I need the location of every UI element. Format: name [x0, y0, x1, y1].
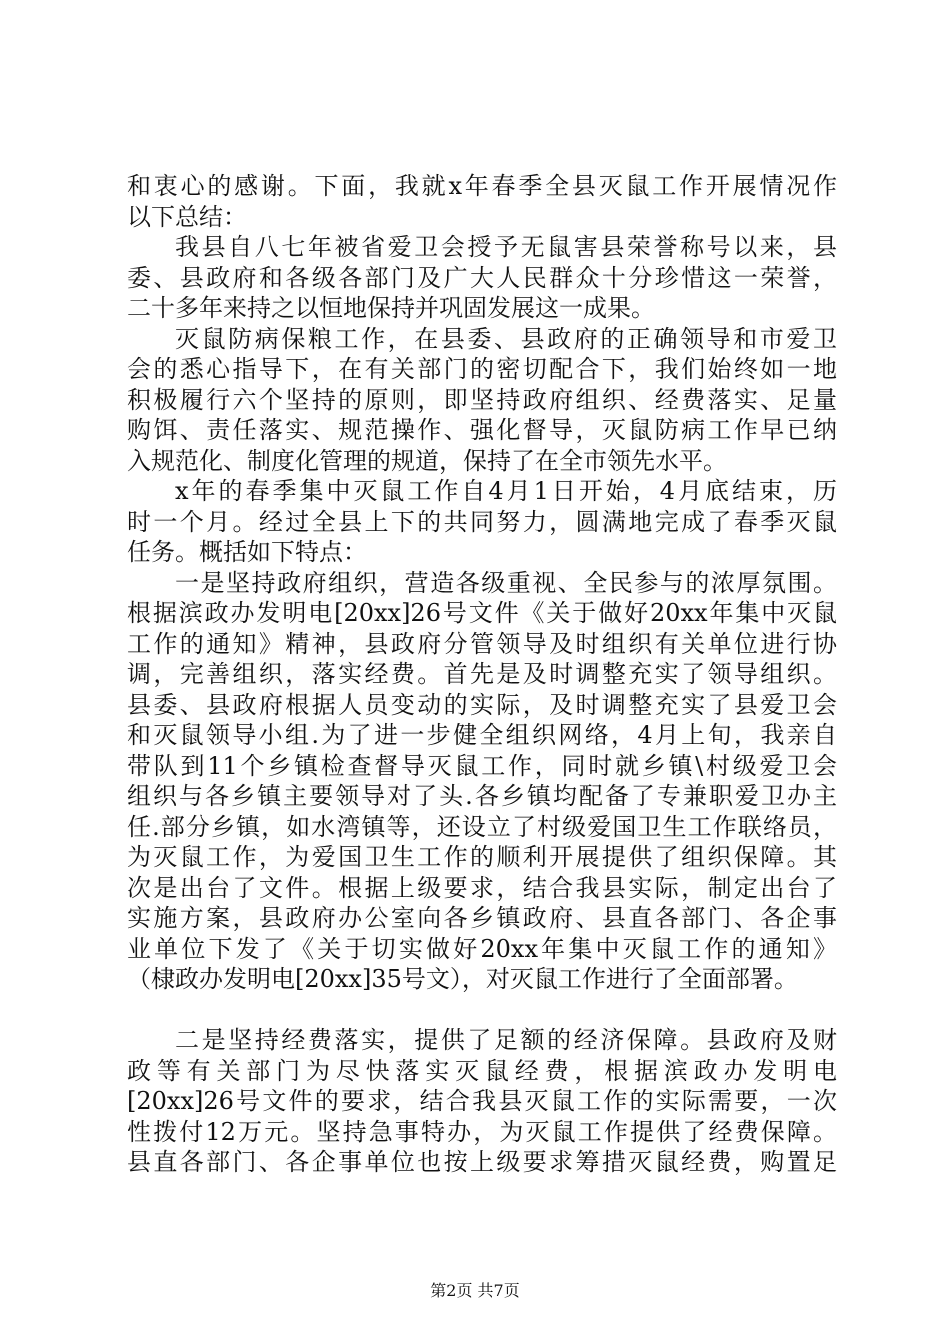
text-line: 会的悉心指导下，在有关部门的密切配合下，我们始终如一地	[127, 355, 837, 383]
paragraph-spacer	[127, 995, 837, 1026]
text-line: 委、县政府和各级各部门及广大人民群众十分珍惜这一荣誉，	[127, 263, 837, 292]
text-line: 二十多年来持之以恒地保持并巩固发展这一成果。	[127, 294, 655, 322]
text-line: 任.部分乡镇，如水湾镇等，还设立了村级爱国卫生工作联络员，	[127, 812, 837, 841]
text-line: 业单位下发了《关于切实做好20xx年集中灭鼠工作的通知》	[127, 934, 837, 963]
text-line: 调，完善组织，落实经费。首先是及时调整充实了领导组织。	[127, 660, 837, 688]
text-line: 为灭鼠工作，为爱国卫生工作的顺利开展提供了组织保障。其	[127, 843, 837, 871]
text-line: 和灭鼠领导小组.为了进一步健全组织网络，4月上旬，我亲自	[127, 721, 837, 749]
text-line: 时一个月。经过全县上下的共同努力，圆满地完成了春季灭鼠	[127, 507, 837, 536]
text-line: 带队到11个乡镇检查督导灭鼠工作，同时就乡镇\村级爱卫会	[127, 751, 837, 780]
text-line: 次是出台了文件。根据上级要求，结合我县实际，制定出台了	[127, 873, 837, 902]
text-line: 二是坚持经费落实，提供了足额的经济保障。县政府及财	[175, 1026, 837, 1054]
page-footer: 第2页 共7页	[430, 1281, 520, 1300]
text-line: x年的春季集中灭鼠工作自4月1日开始，4月底结束，历	[175, 477, 837, 505]
text-line: 政等有关部门为尽快落实灭鼠经费，根据滨政办发明电	[127, 1056, 837, 1085]
text-line: 组织与各乡镇主要领导对了头.各乡镇均配备了专兼职爱卫办主	[127, 782, 837, 810]
text-line: [20xx]26号文件的要求，结合我县灭鼠工作的实际需要，一次	[127, 1087, 837, 1115]
document-body	[127, 171, 837, 1178]
text-line: 工作的通知》精神，县政府分管领导及时组织有关单位进行协	[127, 629, 837, 658]
text-line: 性拨付12万元。坚持急事特办，为灭鼠工作提供了经费保障。	[127, 1117, 837, 1146]
text-line: 灭鼠防病保粮工作，在县委、县政府的正确领导和市爱卫	[175, 324, 837, 353]
text-line: 县直各部门、各企事单位也按上级要求筹措灭鼠经费，购置足	[127, 1148, 837, 1176]
text-line: 县委、县政府根据人员变动的实际，及时调整充实了县爱卫会	[127, 690, 837, 719]
text-line: 实施方案，县政府办公室向各乡镇政府、县直各部门、各企事	[127, 904, 837, 932]
text-line: （棣政办发明电[20xx]35号文），对灭鼠工作进行了全面部署。	[127, 965, 798, 993]
text-line: 和衷心的感谢。下面，我就x年春季全县灭鼠工作开展情况作	[127, 172, 837, 200]
text-line: 购饵、责任落实、规范操作、强化督导，灭鼠防病工作早已纳	[127, 416, 837, 444]
text-line: 入规范化、制度化管理的规道，保持了在全市领先水平。	[127, 446, 727, 475]
text-line: 一是坚持政府组织，营造各级重视、全民参与的浓厚氛围。	[175, 568, 837, 597]
text-line: 任务。概括如下特点：	[127, 538, 367, 566]
text-line: 积极履行六个坚持的原则，即坚持政府组织、经费落实、足量	[127, 385, 837, 414]
text-line: 我县自八七年被省爱卫会授予无鼠害县荣誉称号以来，县	[175, 233, 837, 261]
text-line: 以下总结：	[127, 202, 247, 231]
text-line: 根据滨政办发明电[20xx]26号文件《关于做好20xx年集中灭鼠	[127, 599, 837, 627]
